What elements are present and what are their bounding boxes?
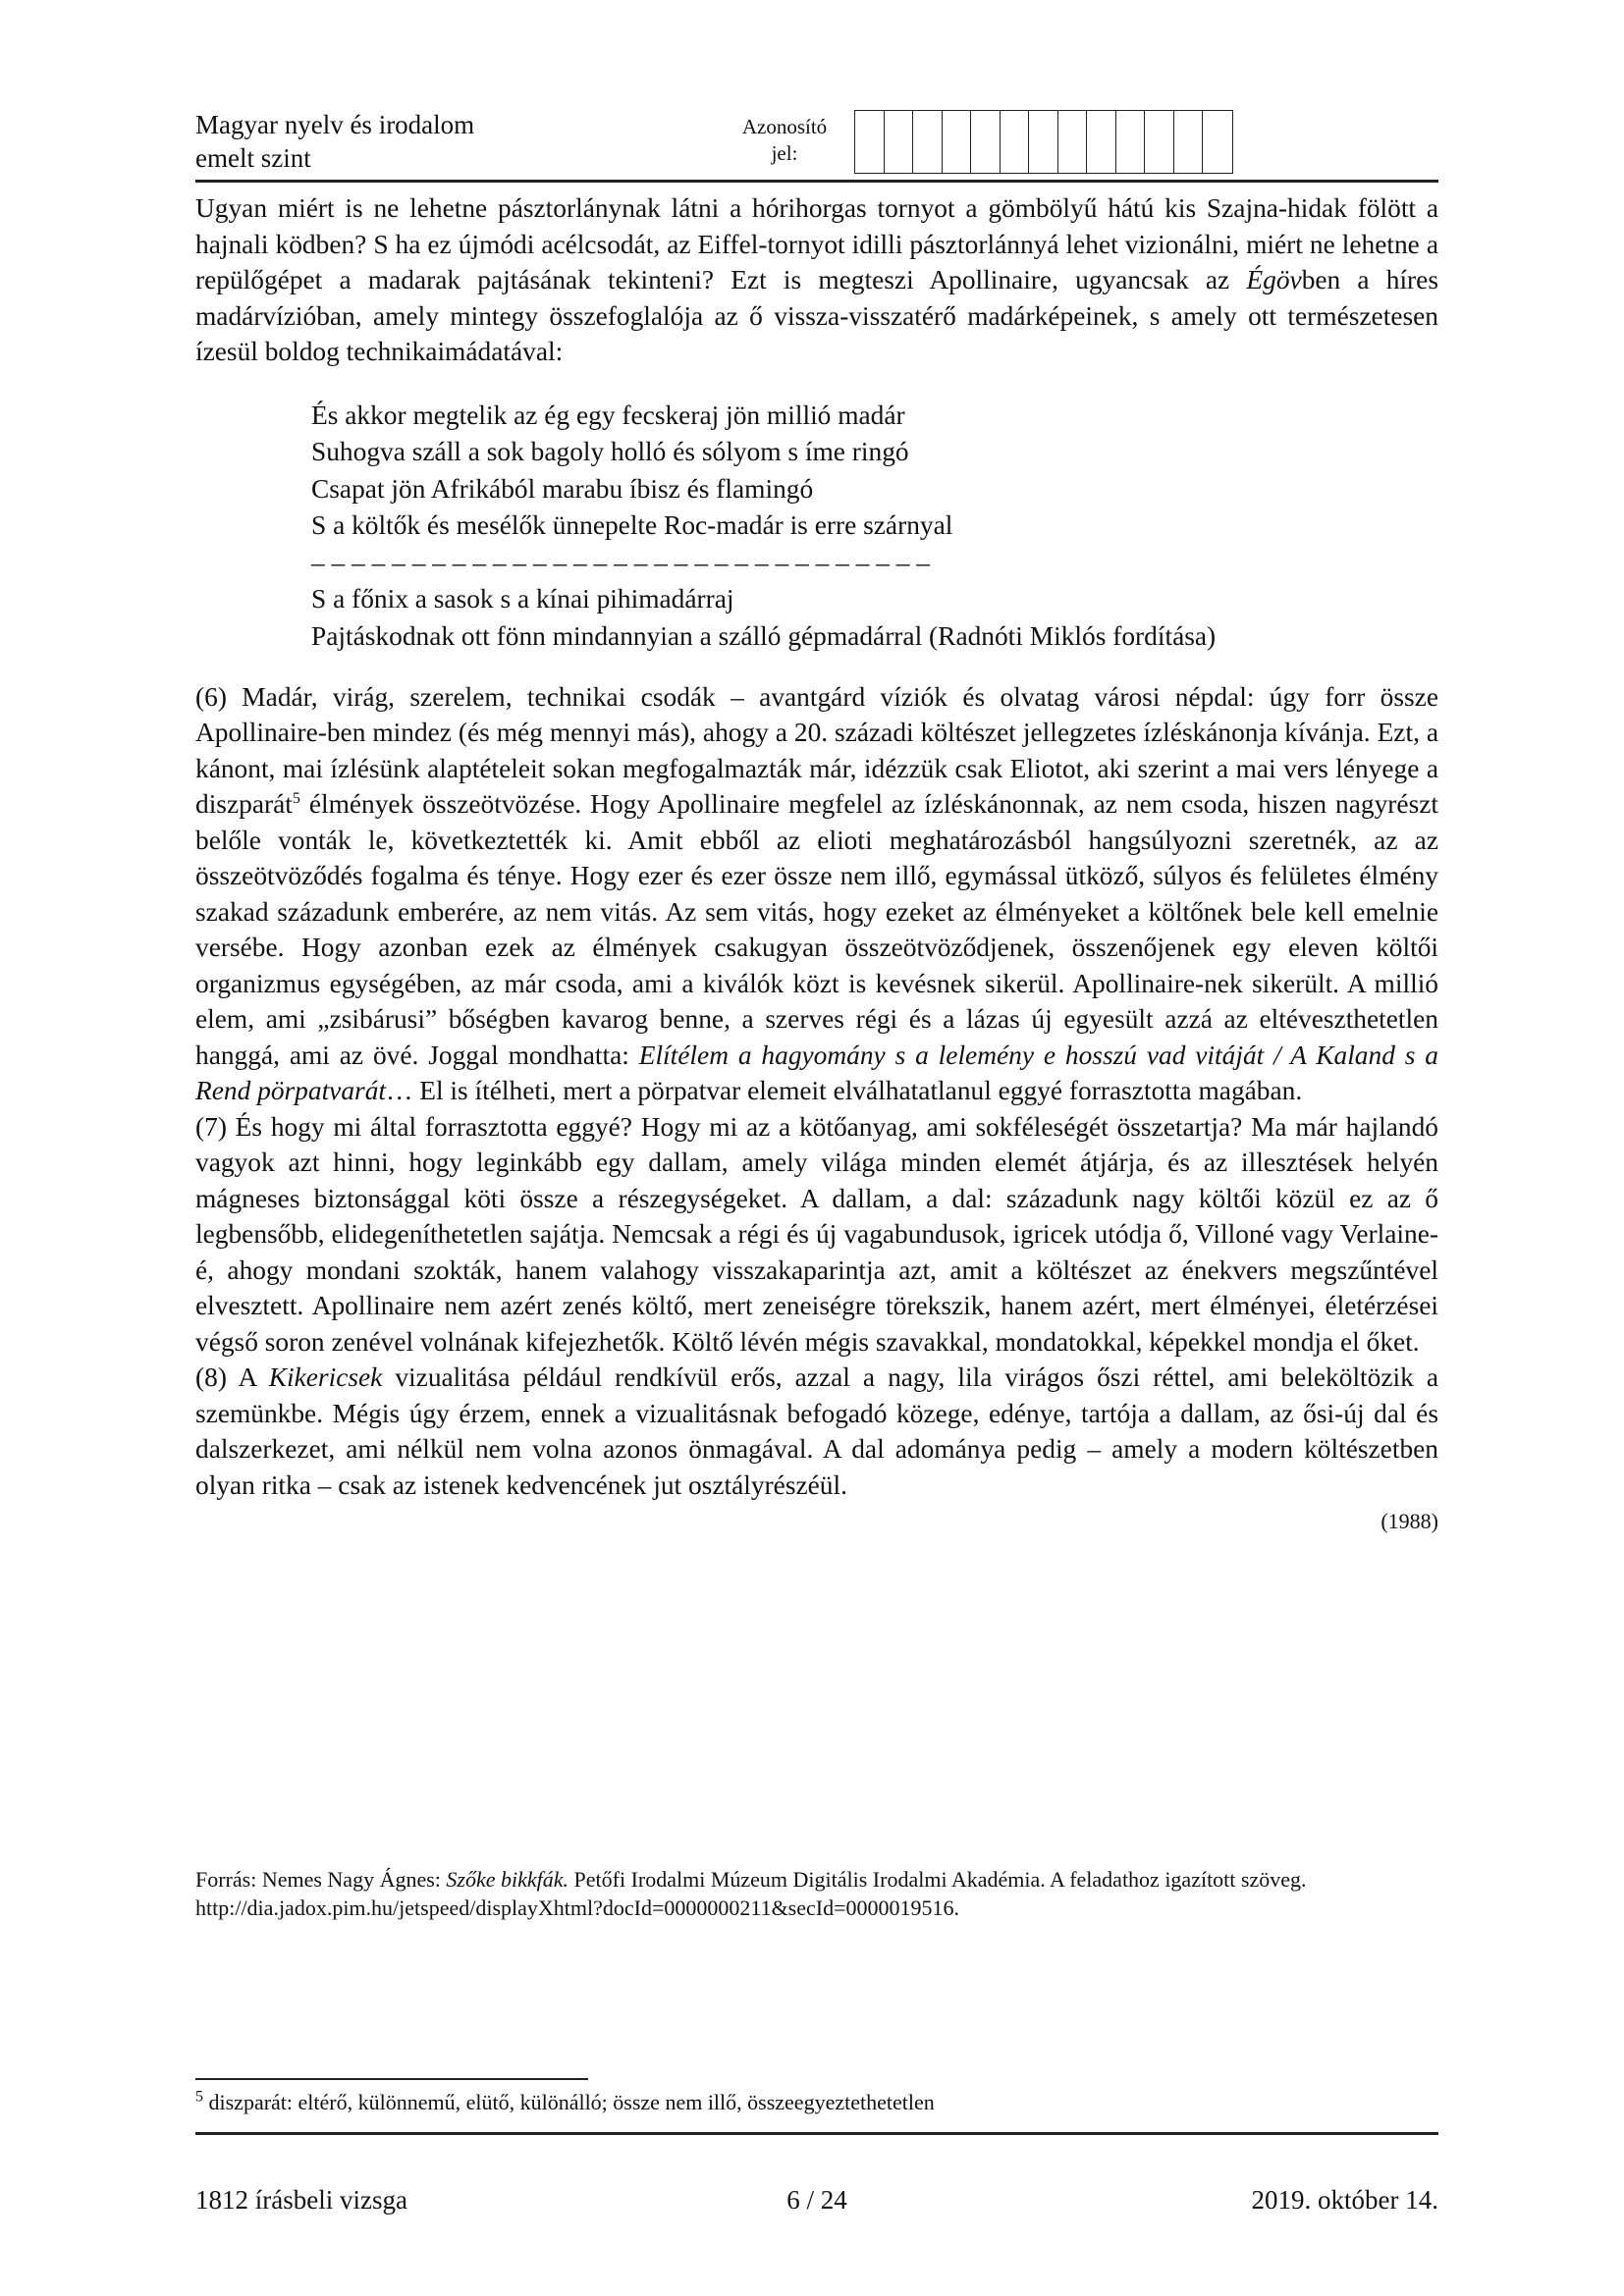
p8-text-a: (8) A — [195, 1362, 269, 1393]
p8-italic-title: Kikericsek — [268, 1362, 383, 1393]
paragraph-6 — [195, 679, 1438, 1109]
p6-italic-quote: Elítélem a hagyomány s a lelemény e hosszú vad vitáját / A Kaland s a Rend pörpatvarát — [195, 1040, 1438, 1106]
intro-text-a: Ugyan miért is ne lehetne pásztorlánynak látni a hórihorgas tornyot a gömbölyű hátú kis Szajna-hidak fölött a hajnali ködben? S ha ez újmódi acélcsodát, az Eiffel-tornyot idilli pásztorlánnyá lehet vizionálni, miért ne lehetne a repülőgépet a madarak pajtásának tekinteni? Ezt is megteszi Apollinaire, ugyancsak az — [195, 193, 1438, 294]
essay-year: (1988) — [1380, 1509, 1438, 1534]
source-citation — [195, 1865, 1438, 1922]
poem-line-attribution: Pajtáskodnak ott fönn mindannyian a szálló gépmadárral (Radnóti Miklós fordítása) — [311, 621, 1217, 652]
id-boxes — [854, 110, 1233, 174]
id-box[interactable] — [1087, 111, 1116, 173]
intro-italic-title: Égöv — [1246, 265, 1302, 294]
poem-line: Csapat jön Afrikából marabu íbisz és flamingó — [311, 473, 814, 504]
footnote — [195, 2088, 935, 2117]
p8-text-b: vizualitása például rendkívül erős, azzal a nagy, lila virágos őszi réttel, ami beleköltözik a szemünkbe. Mégis úgy érzem, ennek a vizualitásnak befogadó közege, edénye, tartója a dallam, az ősi-új dal és dalszerkezet, ami nélkül nem volna azonos önmagával. A dal adománya pedig – amely a modern költészetben olyan ritka – csak az istenek kedvencének jut osztályrészéül. — [195, 1362, 1438, 1500]
id-box[interactable] — [1058, 111, 1088, 173]
id-box[interactable] — [913, 111, 943, 173]
id-box[interactable] — [971, 111, 1001, 173]
footnote-reference[interactable]: 5 — [292, 790, 300, 808]
footnote-text: diszparát: eltérő, különnemű, elütő, különálló; össze nem illő, összeegyeztethetetlen — [203, 2090, 935, 2114]
footnote-marker: 5 — [195, 2088, 203, 2106]
poem-omission-line: – – – – – – – – – – – – – – – – – – – – – – – – – – – – – – – — [311, 547, 930, 577]
id-box[interactable] — [855, 111, 885, 173]
id-box[interactable] — [1116, 111, 1146, 173]
page-number: 6 / 24 — [786, 2185, 847, 2215]
source-url[interactable]: http://dia.jadox.pim.hu/jetspeed/displayXhtml?docId=0000000211&secId=0000019516. — [195, 1896, 960, 1920]
footer-divider — [195, 2132, 1438, 2135]
poem-line: S a költők és mesélők ünnepelte Roc-madár is erre szárnyal — [311, 510, 953, 541]
id-box[interactable] — [943, 111, 972, 173]
id-box[interactable] — [1029, 111, 1058, 173]
source-line — [195, 1865, 1438, 1894]
p6-text-a: (6) Madár, virág, szerelem, technikai csodák – avantgárd víziók és olvatag városi népdal: úgy forr össze Apollinaire-ben mindez (és még mennyi más), ahogy a 20. századi költészet jellegzetes ízléskánonja kívánja. Ezt, a kánont, mai ízlésünk alaptételeit sokan megfogalmazták már, idézzük csak Eliotot, aki szerint a mai vers lényege a diszparát — [195, 681, 1438, 820]
id-box[interactable] — [1145, 111, 1174, 173]
exam-date: 2019. október 14. — [1251, 2185, 1438, 2215]
p6-text-c: … El is ítélheti, mert a pörpatvar elemeit elválhatatlanul eggyé forrasztotta magában. — [386, 1076, 1303, 1106]
poem-quote — [311, 398, 1438, 656]
main-text — [195, 190, 1438, 1536]
id-box[interactable] — [885, 111, 914, 173]
subject-level: emelt szint — [195, 143, 311, 173]
footnote-divider — [195, 2078, 588, 2080]
exam-code: 1812 írásbeli vizsga — [195, 2185, 407, 2215]
poem-line: És akkor megtelik az ég egy fecskeraj jön millió madár — [311, 400, 905, 430]
id-label-line2: jel: — [771, 141, 798, 165]
source-rest: Petőfi Irodalmi Múzeum Digitális Irodalmi Akadémia. A feladathoz igazított szöveg. — [568, 1867, 1307, 1892]
intro-text-b: ben a híres madárvízióban, amely mintegy összefoglalója az ő vissza-visszatérő madárképeinek, s amely ott természetesen ízesül boldog technikaimádatával: — [195, 265, 1438, 366]
paragraph-8 — [195, 1360, 1438, 1503]
p6-text-b: élmények összeötvözése. Hogy Apollinaire megfelel az ízléskánonnak, az nem csoda, hiszen nagyrészt belőle vonták le, következtették ki. Amit ebből az elioti meghatározásból hangsúlyozni szeretnék, az az összeötvöződés fogalma és ténye. Hogy ezer és ezer össze nem illő, egymással ütköző, súlyos és felületes élmény szakad századunk emberére, az nem vitás. Az sem vitás, hogy ezeket az élményeket a költőnek bele kell emelnie versébe. Hogy azonban ezek az élmények csakugyan összeötvöződjenek, összenőjenek egy eleven költői organizmus egységében, az már csoda, ami a kiválók közt is kevésnek sikerül. Apollinaire-nek sikerült. A millió elem, ami „zsibárusi” bőségben kavarog benne, a szerves régi és a lázas új egyesült azzá az eltéveszthetetlen hanggá, ami az övé. Joggal mondhatta: — [195, 789, 1438, 1070]
id-box[interactable] — [1174, 111, 1204, 173]
subject-title: Magyar nyelv és irodalom — [195, 110, 475, 139]
id-label-line1: Azonosító — [741, 115, 828, 138]
id-box[interactable] — [1203, 111, 1232, 173]
source-prefix: Forrás: Nemes Nagy Ágnes: — [195, 1867, 447, 1892]
intro-paragraph — [195, 190, 1438, 370]
header-divider — [195, 180, 1438, 183]
page-header — [195, 108, 1438, 181]
id-box[interactable] — [1001, 111, 1030, 173]
paragraph-7: (7) És hogy mi által forrasztotta eggyé? Hogy mi az a kötőanyag, ami sokféleségét összetartja? Ma már hajlandó vagyok azt hinni, hogy leginkább egy dallam, amely világa minden elemét átjárja, és az illesztések helyén mágneses biztonsággal köti össze a részegységeket. A dallam, a dal: századunk nagy költői közül ez az ő legbensőbb, elidegeníthetetlen sajátja. Nemcsak a régi és új vagabundusok, igricek utódja ő, Villoné vagy Verlaine-é, ahogy mondani szokták, hanem valahogy visszakaparintja azt, amit a költészet az énekvers megszűntével elvesztett. Apollinaire nem azért zenés költő, mert zeneiségre törekszik, hanem azért, mert élményei, életérzései végső soron zenével volnának kifejezhetők. Költő lévén mégis szavakkal, mondatokkal, képekkel mondja el őket. — [195, 1111, 1438, 1357]
poem-line: Suhogva száll a sok bagoly holló és sólyom s íme ringó — [311, 437, 909, 467]
subject-label — [195, 108, 474, 175]
id-label — [726, 114, 843, 167]
source-title: Szőke bikkfák. — [446, 1867, 569, 1892]
poem-line: S a főnix a sasok s a kínai pihimadárraj — [311, 584, 734, 614]
